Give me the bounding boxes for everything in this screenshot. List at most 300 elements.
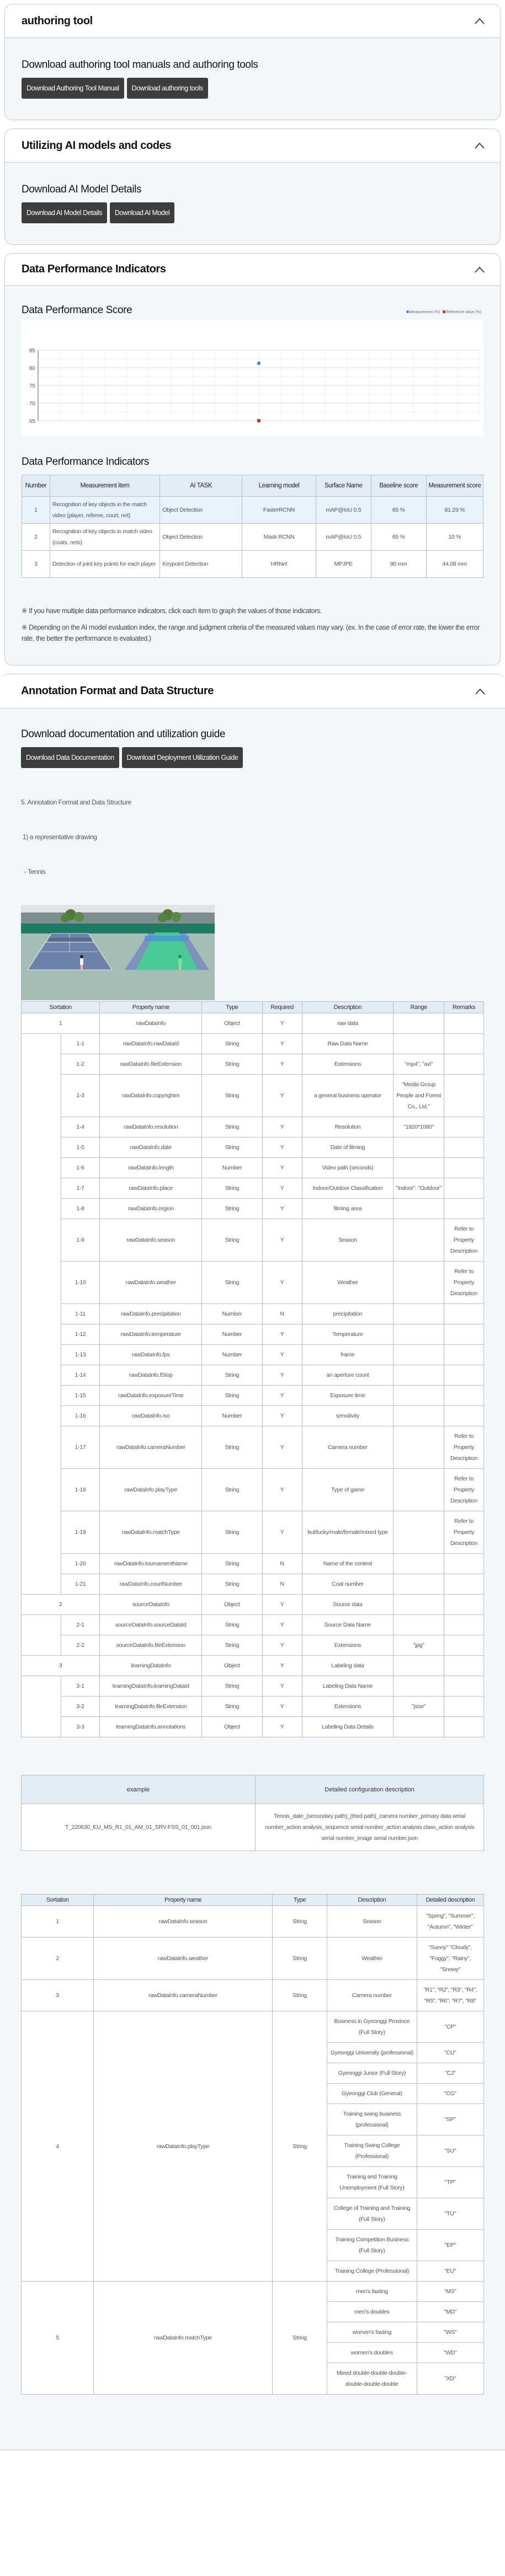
section-body [0,709,505,2450]
table-row [22,1219,484,1262]
detailed-description-cell: "EU" [417,2261,484,2282]
type-cell: String [202,1574,263,1595]
legend-item-measurement[interactable] [406,310,440,314]
sortation-cell: 1-4 [61,1117,100,1137]
description-cell: Training Swing College (Professional) [327,2135,417,2167]
name-cell: rawDataInfo.season [100,1219,202,1262]
name-cell: rawDataInfo.fps [100,1345,202,1365]
type-cell: String [202,1615,263,1635]
desc-cell: Season [302,1219,394,1262]
desc-cell: but/lucky/male/female/mixed type [302,1511,394,1554]
data-point-reference[interactable] [257,419,261,422]
range-cell [394,1676,444,1697]
sortation-cell: 1-6 [61,1158,100,1178]
type-cell: String [202,1554,263,1574]
range-cell [394,1595,444,1615]
chevron-up-icon[interactable] [474,264,486,276]
table-row [22,1426,484,1469]
detailed-description-cell: "WS" [417,2322,484,2343]
button-row [22,202,483,223]
req-cell: Y [262,1075,302,1117]
remarks-cell [444,1554,484,1574]
column-header: Detailed description [417,1895,484,1906]
range-cell [394,1656,444,1676]
range-cell [394,1365,444,1386]
description-cell: women's doubles [327,2343,417,2363]
remarks-cell: Refer to Property Description [444,1426,484,1469]
table-header-row [22,1895,484,1906]
name-cell: sourceDataInfo.sourceDataId [100,1615,202,1635]
table-row[interactable] [22,497,483,524]
y-tick-label: 80 [29,366,35,372]
table-row [22,1365,484,1386]
desc-cell: precipitation [302,1304,394,1324]
type-cell: String [202,1386,263,1406]
description-cell: men's fasting [327,2282,417,2302]
square-marker-icon [443,310,445,313]
column-header: Measurement score [426,475,483,497]
remarks-cell [444,1717,484,1737]
sortation-cell: 3-1 [61,1676,100,1697]
column-header: Learning model [242,475,316,497]
detailed-description-cell: "CU" [417,2043,484,2063]
name-cell: rawDataInfo.weather [100,1262,202,1304]
type-cell: Number [202,1406,263,1426]
table-row [22,1054,484,1075]
req-cell: Y [262,1199,302,1219]
range-cell [394,1304,444,1324]
table-header-row [22,1002,484,1013]
subtitle: Download authoring tool manuals and authoring tools [22,59,258,71]
name-cell: rawDataInfo.fileExtension [100,1054,202,1075]
detailed-description-cell: "TU" [417,2198,484,2230]
remarks-cell [444,1676,484,1697]
req-cell: Y [262,1511,302,1554]
range-cell [394,1426,444,1469]
table-row [22,1158,484,1178]
range-cell [394,1324,444,1345]
sortation-cell: 1-16 [61,1406,100,1426]
detailed-description-cell: "WD" [417,2343,484,2363]
download-data-documentation-button[interactable]: Download Data Documentation [21,747,119,768]
section-title: Utilizing AI models and codes [22,139,172,152]
column-header: Sortation [22,1895,94,1906]
desc-cell: Source data [302,1595,394,1615]
req-cell: Y [262,1034,302,1054]
column-header: Required [262,1002,302,1013]
name-cell: rawDataInfo.exposureTime [100,1386,202,1406]
section-annotation-format [0,674,505,2450]
detailed-description-cell: "SP" [417,2104,484,2135]
name-cell: rawDataInfo.precipitation [100,1304,202,1324]
section-header-ai-models[interactable] [5,129,500,163]
sortation-cell: 1-1 [61,1034,100,1054]
req-cell: Y [262,1345,302,1365]
remarks-cell [444,1199,484,1219]
table-cell: 10 % [426,524,483,551]
description-cell: College of Training and Training (Full Story) [327,2198,417,2230]
req-cell: Y [262,1158,302,1178]
type-cell: Object [202,1013,263,1034]
remarks-cell: Refer to Property Description [444,1511,484,1554]
table-row[interactable] [22,524,483,551]
desc-cell: Labeling data [302,1656,394,1676]
type-cell: Object [202,1656,263,1676]
remarks-cell [444,1013,484,1034]
table-row [22,1199,484,1219]
desc-cell: Date of filming [302,1137,394,1158]
desc-cell: Indoor/Outdoor Classification [302,1178,394,1199]
table-cell: 65 % [371,497,426,524]
type-cell: String [272,1938,327,1980]
range-cell [394,1137,444,1158]
section-header-annotation-format[interactable] [0,674,505,709]
range-cell: "jpg" [394,1635,444,1656]
description-cell: Training Competition Business (Full Story) [327,2230,417,2261]
remarks-cell [444,1595,484,1615]
table-cell: MPJPE [316,551,371,578]
remarks-cell [444,1158,484,1178]
desc-cell: Type of game [302,1469,394,1511]
remarks-cell [444,1574,484,1595]
sortation-cell: 1-15 [61,1386,100,1406]
type-cell: String [202,1034,263,1054]
sortation-cell: 3-2 [61,1697,100,1717]
section-header-data-performance[interactable] [5,254,500,286]
req-cell: Y [262,1697,302,1717]
representative-drawing-image [21,905,215,1000]
table-row [22,1938,484,1980]
desc-cell: Camera number [302,1426,394,1469]
table-cell: 2 [22,524,50,551]
table-row [22,1717,484,1737]
section-title: Data Performance Indicators [22,263,166,275]
note-text: ※ If you have multiple data performance indicators, click each item to graph the values of those indicators. [22,607,322,615]
desc-cell: Labeling Data Name [302,1676,394,1697]
property-name-cell: rawDataInfo.matchType [94,2282,272,2395]
desc-cell: Source Data Name [302,1615,394,1635]
type-cell: String [272,1906,327,1938]
remarks-cell [444,1178,484,1199]
y-tick-label: 70 [29,401,35,407]
type-cell: String [202,1178,263,1199]
range-cell: "mp4", "avi" [394,1054,444,1075]
type-cell: Number [202,1158,263,1178]
subtitle: Download documentation and utilization guide [21,728,226,740]
table-row [22,1324,484,1345]
req-cell: Y [262,1365,302,1386]
name-cell: learningDataInfo.learningDataId [100,1676,202,1697]
sortation-cell: 1 [22,1013,100,1034]
desc-cell: raw data [302,1013,394,1034]
description-cell: Season [327,1906,417,1938]
detailed-description-cell: "MS" [417,2282,484,2302]
table-cell: Detection of joint key points for each player [50,551,160,578]
property-name-cell: rawDataInfo.season [94,1906,272,1938]
column-header: Remarks [444,1002,484,1013]
tennis-court-annotated-image [118,905,215,1000]
remarks-cell [444,1117,484,1137]
name-cell: learningDataInfo [100,1656,202,1676]
range-cell [394,1013,444,1034]
column-header: Baseline score [371,475,426,497]
sortation-cell: 1-11 [61,1304,100,1324]
sortation-cell: 4 [22,2011,94,2282]
example-description: Tennis_date_(secondary path)_(third path)_camera number_primary data serial number_action analysis_sequence serial number_action analysis class_action analysis serial number_image serial number.json [256,1804,484,1851]
req-cell: N [262,1554,302,1574]
sortation-cell: 3-3 [61,1717,100,1737]
remarks-cell [444,1345,484,1365]
table-row [22,1262,484,1304]
sortation-cell: 2 [22,1595,100,1615]
desc-cell: Resolution [302,1117,394,1137]
range-cell: "json" [394,1697,444,1717]
sortation-cell: 1-21 [61,1574,100,1595]
remarks-cell [444,1615,484,1635]
range-cell [394,1034,444,1054]
type-cell: String [202,1635,263,1656]
remarks-cell [444,1406,484,1426]
sortation-cell: 1-18 [61,1469,100,1511]
y-tick-label: 75 [29,383,35,389]
description-cell: men's doubles [327,2302,417,2322]
table-cell: HRNet [242,551,316,578]
detailed-description-cell: "SU" [417,2135,484,2167]
desc-cell: a general business operator [302,1075,394,1117]
name-cell: rawDataInfo.rawDataId [100,1034,202,1054]
desc-cell: Raw Data Name [302,1034,394,1054]
column-header: example [22,1775,256,1804]
range-cell [394,1574,444,1595]
name-cell: rawDataInfo.region [100,1199,202,1219]
table-row [22,1178,484,1199]
description-cell: Business in Gyeonggi Province (Full Story) [327,2011,417,2043]
sortation-cell: 3 [22,1656,100,1676]
description-cell: Camera number [327,1980,417,2011]
table-cell: 81.29 % [426,497,483,524]
chevron-up-icon[interactable] [474,139,486,152]
type-cell: Number [202,1324,263,1345]
table-cell: 3 [22,551,50,578]
table-row [22,1906,484,1938]
table-cell: Object Detection [160,497,242,524]
scatter-chart [22,320,488,436]
req-cell: Y [262,1117,302,1137]
text-line: - Tennis [21,868,46,876]
table-row [22,1469,484,1511]
download-ai-model-button[interactable]: Download AI Model [110,202,174,223]
req-cell: Y [262,1013,302,1034]
desc-cell: Extensions [302,1054,394,1075]
desc-cell: Video path (seconds) [302,1158,394,1178]
type-cell: String [272,2011,327,2282]
table-row [22,2282,484,2302]
data-point-measurement[interactable] [257,362,261,365]
type-cell: String [202,1697,263,1717]
name-cell: rawDataInfo [100,1013,202,1034]
section-authoring-tool [4,4,501,120]
data-structure-table [21,1001,484,1737]
sortation-cell: 5 [22,2282,94,2395]
property-detail-table [21,1894,484,2395]
legend-item-reference[interactable] [443,310,481,314]
download-authoring-manual-button[interactable]: Download Authoring Tool Manual [22,78,124,99]
table-row [22,1406,484,1426]
type-cell: String [202,1262,263,1304]
table-row [22,1386,484,1406]
chevron-up-icon[interactable] [474,685,486,697]
remarks-cell [444,1324,484,1345]
column-header: Range [394,1002,444,1013]
name-cell: rawDataInfo.length [100,1158,202,1178]
table-row [22,1345,484,1365]
type-cell: String [202,1365,263,1386]
sortation-cell: 1-10 [61,1262,100,1304]
chart-title: Data Performance Score [22,304,132,316]
sortation-cell: 1-3 [61,1075,100,1117]
sortation-cell: 1-2 [61,1054,100,1075]
section-header-authoring-tool[interactable] [5,4,500,38]
chevron-up-icon[interactable] [474,15,486,27]
table-row [22,1117,484,1137]
range-cell [394,1158,444,1178]
detailed-description-cell: "Sunny" "Cloudy", "Foggy", "Rainy", "Snowy" [417,1938,484,1980]
detailed-description-cell: "MD" [417,2302,484,2322]
table-cell: Recognition of key objects in the match video (player, referee, court, net) [50,497,160,524]
column-header: Number [22,475,50,497]
sortation-cell: 1-12 [61,1324,100,1345]
description-cell: Training College (Professional) [327,2261,417,2282]
download-ai-model-details-button[interactable]: Download AI Model Details [22,202,107,223]
req-cell: Y [262,1178,302,1199]
table-cell: FasterRCNN [242,497,316,524]
req-cell: Y [262,1717,302,1737]
table-row[interactable] [22,551,483,578]
tennis-court-original-image [21,905,118,1000]
req-cell: Y [262,1656,302,1676]
description-cell: Weather [327,1938,417,1980]
table-row [22,1034,484,1054]
performance-table-title: Data Performance Indicators [22,456,150,468]
req-cell: N [262,1574,302,1595]
sortation-cell: 3 [22,1980,94,2011]
detailed-description-cell: "EP" [417,2230,484,2261]
range-cell [394,1717,444,1737]
example-table [21,1775,484,1851]
description-cell: Mixed double-double-double-double-double-double [327,2363,417,2395]
performance-table [22,475,483,578]
req-cell: Y [262,1054,302,1075]
indent-cell [22,1034,61,1595]
chart-legend [406,310,483,316]
column-header: Measurement item [50,475,160,497]
remarks-cell [444,1137,484,1158]
table-row [22,1304,484,1324]
annotation-text [21,774,484,901]
column-header: Description [302,1002,394,1013]
table-row [22,1137,484,1158]
table-cell: mAP@IoU 0.5 [316,497,371,524]
req-cell: Y [262,1615,302,1635]
desc-cell: Exposure time [302,1386,394,1406]
table-cell: Mask RCNN [242,524,316,551]
example-filename: T_220630_EU_MS_R1_01_AM_01_SRV-FSS_01_001.json [22,1804,256,1851]
circle-marker-icon [406,310,409,313]
text-line: 1) a representative drawing [21,833,97,841]
sortation-cell: 1-9 [61,1219,100,1262]
type-cell: String [272,1980,327,2011]
remarks-cell [444,1656,484,1676]
name-cell: rawDataInfo.temperature [100,1324,202,1345]
table-header-row [22,475,483,497]
button-row [22,78,483,99]
type-cell: String [202,1219,263,1262]
range-cell [394,1469,444,1511]
section-title: Annotation Format and Data Structure [21,685,214,697]
name-cell: rawDataInfo.courtNumber [100,1574,202,1595]
name-cell: rawDataInfo.resolution [100,1117,202,1137]
table-cell: Keypoint Detection [160,551,242,578]
req-cell: Y [262,1595,302,1615]
name-cell: rawDataInfo.playType [100,1469,202,1511]
table-cell: 65 % [371,524,426,551]
name-cell: sourceDataInfo [100,1595,202,1615]
name-cell: rawDataInfo.fStop [100,1365,202,1386]
detailed-description-cell: "TP" [417,2167,484,2198]
name-cell: rawDataInfo.cameraNumber [100,1426,202,1469]
range-cell [394,1219,444,1262]
table-row [22,1013,484,1034]
type-cell: String [202,1075,263,1117]
remarks-cell [444,1034,484,1054]
range-cell [394,1345,444,1365]
download-deployment-guide-button[interactable]: Download Deployment Utilization Guide [122,747,243,768]
sortation-cell: 1-17 [61,1426,100,1469]
note-text: ※ Depending on the AI model evaluation index, the range and judgment criteria of the measured values may vary. (ex. In the case of error rate, the lower the error rate, the better the performance is evaluated.) [22,624,480,642]
download-authoring-tools-button[interactable]: Download authoring tools [127,78,208,99]
detailed-description-cell: "CP" [417,2011,484,2043]
sortation-cell: 1-20 [61,1554,100,1574]
column-header: Type [272,1895,327,1906]
section-ai-models [4,128,501,245]
range-cell [394,1615,444,1635]
y-tick-label: 85 [29,348,35,354]
column-header: Type [202,1002,263,1013]
table-cell: 1 [22,497,50,524]
req-cell: Y [262,1406,302,1426]
desc-cell: Weather [302,1262,394,1304]
type-cell: String [202,1511,263,1554]
desc-cell: Extensions [302,1697,394,1717]
type-cell: String [202,1137,263,1158]
req-cell: Y [262,1219,302,1262]
type-cell: String [202,1199,263,1219]
req-cell: Y [262,1137,302,1158]
type-cell: String [272,2282,327,2395]
table-row [22,1615,484,1635]
req-cell: Y [262,1426,302,1469]
column-header: Description [327,1895,417,1906]
req-cell: Y [262,1635,302,1656]
table-row [22,1635,484,1656]
table-cell: 44.08 mm [426,551,483,578]
req-cell: Y [262,1676,302,1697]
table-row [22,1075,484,1117]
section-body [5,163,500,244]
req-cell: N [262,1304,302,1324]
sortation-cell: 2-1 [61,1615,100,1635]
detailed-description-cell: "Spring", "Summer", "Autumn", "Winter" [417,1906,484,1938]
